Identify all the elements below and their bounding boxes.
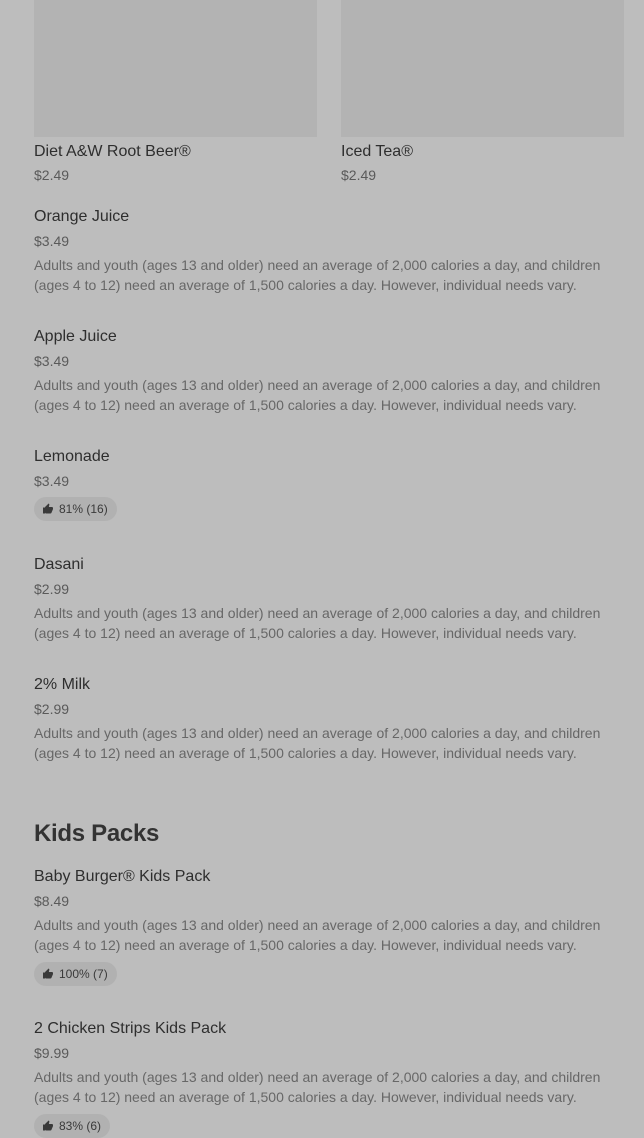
product-name: Diet A&W Root Beer® (34, 143, 191, 160)
list-item-2-chicken-strips-kids-pack[interactable] (34, 1019, 614, 1138)
item-description: Adults and youth (ages 13 and older) need an average of 2,000 calories a day, and children (ages 4 to 12) need an average of 1,500 calories a day. However, individual needs vary. (34, 257, 601, 293)
product-price: $2.49 (34, 167, 70, 183)
item-description: Adults and youth (ages 13 and older) need an average of 2,000 calories a day, and children (ages 4 to 12) need an average of 1,500 calories a day. However, individual needs vary. (34, 605, 601, 641)
item-description: Adults and youth (ages 13 and older) need an average of 2,000 calories a day, and children (ages 4 to 12) need an average of 1,500 calories a day. However, individual needs vary. (34, 917, 601, 953)
item-price: $3.49 (34, 353, 70, 369)
item-price: $3.49 (34, 233, 70, 249)
item-description: Adults and youth (ages 13 and older) need an average of 2,000 calories a day, and children (ages 4 to 12) need an average of 1,500 calories a day. However, individual needs vary. (34, 1069, 601, 1105)
thumbs-up-icon (42, 503, 54, 515)
item-description: Adults and youth (ages 13 and older) need an average of 2,000 calories a day, and children (ages 4 to 12) need an average of 1,500 calories a day. However, individual needs vary. (34, 725, 601, 761)
item-price: $3.49 (34, 473, 70, 489)
product-name: Iced Tea® (341, 143, 413, 160)
list-item-2-percent-milk[interactable] (34, 675, 614, 763)
rating-text: 100% (7) (59, 967, 108, 981)
item-name: 2% Milk (34, 676, 91, 693)
thumbs-up-icon (42, 1120, 54, 1132)
product-image[interactable] (341, 0, 624, 137)
rating-badge (34, 962, 117, 986)
rating-text: 83% (6) (59, 1119, 102, 1133)
product-price: $2.49 (341, 167, 377, 183)
product-card-iced-tea[interactable] (341, 0, 624, 184)
list-item-orange-juice[interactable] (34, 207, 614, 295)
item-name: Dasani (34, 556, 84, 573)
rating-badge (34, 497, 117, 521)
item-price: $2.99 (34, 581, 70, 597)
rating-text: 81% (16) (59, 502, 108, 516)
list-item-lemonade[interactable] (34, 447, 614, 521)
item-price: $8.49 (34, 893, 70, 909)
item-name: Apple Juice (34, 328, 117, 345)
item-price: $9.99 (34, 1045, 70, 1061)
item-name: Lemonade (34, 448, 110, 465)
item-name: 2 Chicken Strips Kids Pack (34, 1020, 227, 1037)
list-item-apple-juice[interactable] (34, 327, 614, 415)
rating-badge (34, 1114, 110, 1138)
item-name: Orange Juice (34, 208, 130, 225)
item-description: Adults and youth (ages 13 and older) need an average of 2,000 calories a day, and children (ages 4 to 12) need an average of 1,500 calories a day. However, individual needs vary. (34, 377, 601, 413)
product-image[interactable] (34, 0, 317, 137)
item-name: Baby Burger® Kids Pack (34, 868, 211, 885)
section-title-kids-packs: Kids Packs (34, 820, 160, 847)
list-item-baby-burger-kids-pack[interactable] (34, 867, 614, 986)
item-price: $2.99 (34, 701, 70, 717)
product-card-diet-aw-root-beer[interactable] (34, 0, 317, 184)
thumbs-up-icon (42, 968, 54, 980)
list-item-dasani[interactable] (34, 555, 614, 643)
